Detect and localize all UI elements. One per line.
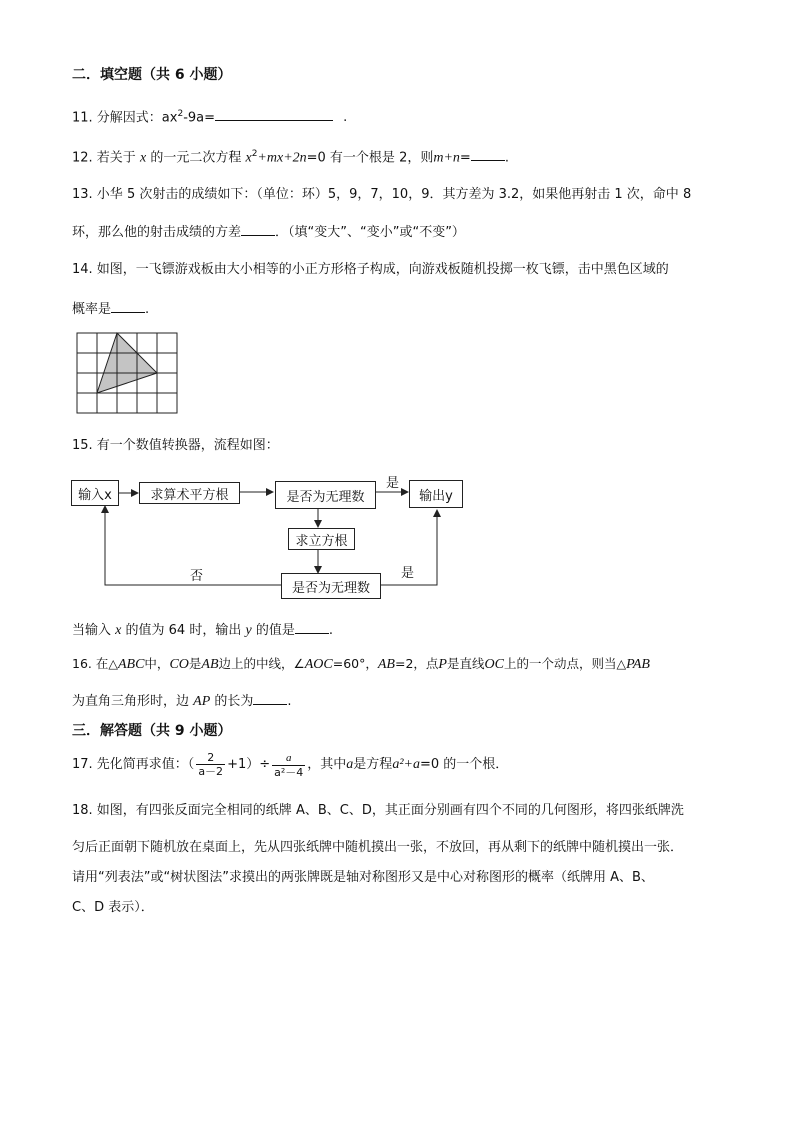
q12-text-a: 12. 若关于 <box>72 150 136 166</box>
q16-g: 是直线 <box>446 656 485 671</box>
q16-a: 16. 在△ <box>72 656 118 671</box>
q16-text-2b: 的长为 <box>214 694 254 709</box>
q16-pab: PAB <box>626 657 650 672</box>
q12-text-b: 的一元二次方程 <box>150 150 242 166</box>
flow-label-no: 否 <box>190 569 204 584</box>
q12-eq-1: x <box>245 150 252 166</box>
q16-co: CO <box>169 657 189 672</box>
fraction-1-denominator: a－2 <box>198 765 224 778</box>
q12-eq-2: +mx+2n <box>257 150 307 166</box>
q17-var-a: a <box>346 757 354 772</box>
question-13-line-1: 13. 小华 5 次射击的成绩如下：（单位：环）5，9，7，10，9．其方差为 3.2，如果他再射击 1 次，命中 8 <box>72 187 692 202</box>
answer-blank[interactable] <box>253 691 287 705</box>
question-15: 15. 有一个数值转换器，流程如图： <box>72 438 279 453</box>
q13-text-b: ．（填“变大”、“变小”或“不变”） <box>275 225 465 240</box>
fraction-1 <box>196 751 225 778</box>
q16-text-2c: . <box>287 694 292 709</box>
flow-box-square-root: 求算术平方根 <box>139 482 240 504</box>
flow-label-yes-1: 是 <box>386 476 400 491</box>
answer-blank[interactable] <box>295 620 329 634</box>
fraction-2 <box>272 751 305 779</box>
q16-e: =60°， <box>332 656 378 671</box>
flow-box-output: 输出y <box>409 480 463 508</box>
q17-equation: a²+a <box>392 757 420 772</box>
q15-var-y: y <box>245 623 252 638</box>
question-16-line-2 <box>72 691 292 711</box>
q16-p: P <box>438 657 447 672</box>
flow-box-input: 输入x <box>71 480 119 506</box>
q12-mn: m+n <box>433 150 460 166</box>
q12-end: . <box>504 150 509 166</box>
q17-text-c: ，其中 <box>307 757 347 772</box>
fraction-2-numerator: a <box>285 751 292 764</box>
q15-text-d: . <box>328 623 333 638</box>
q15-text-c: 的值是 <box>255 623 295 638</box>
q17-text-a: 17. 先化简再求值：（ <box>72 757 195 772</box>
q16-c: 是 <box>188 656 202 671</box>
q16-b: 中， <box>144 656 170 671</box>
section-2-title: 二．填空题（共 6 小题） <box>72 67 232 83</box>
q16-d: 边上的中线，∠ <box>218 656 305 671</box>
flow-box-irrational-check-2: 是否为无理数 <box>281 573 381 599</box>
flow-box-irrational-check-1: 是否为无理数 <box>275 481 376 509</box>
q12-eq-4: = <box>459 150 471 166</box>
q12-sup: 2 <box>251 149 258 159</box>
question-17 <box>72 750 508 780</box>
question-18-line-1: 18. 如图，有四张反面完全相同的纸牌 A、B、C、D，其正面分别画有四个不同的几何图形，将四张纸牌洗 <box>72 803 684 818</box>
question-18-line-3: 请用“列表法”或“树状图法”求摸出的两张牌既是轴对称图形又是中心对称图形的概率（纸牌用 A、B、 <box>72 870 654 885</box>
q14-text-b: . <box>145 302 150 317</box>
question-14-line-1: 14. 如图，一飞镖游戏板由大小相等的小正方形格子构成，向游戏板随机投掷一枚飞镖，击中黑色区域的 <box>72 262 669 277</box>
q12-var-x: x <box>139 150 147 166</box>
q17-text-d: 是方程 <box>353 757 393 772</box>
q15-text-b: 的值为 64 时，输出 <box>125 623 242 638</box>
q16-ap: AP <box>193 694 211 709</box>
q11-sup: 2 <box>177 109 184 119</box>
q16-ab2: AB <box>377 657 395 672</box>
flow-label-yes-2: 是 <box>401 566 415 581</box>
q16-aoc: AOC <box>304 657 333 672</box>
q15-text-a: 当输入 <box>72 623 112 638</box>
q12-eq-3: =0 有一个根是 2，则 <box>306 150 434 166</box>
question-18-line-2: 匀后正面朝下随机放在桌面上，先从四张纸牌中随机摸出一张，不放回，再从剩下的纸牌中随机摸出一张． <box>72 840 684 855</box>
q16-oc: OC <box>484 657 504 672</box>
q15-var-x: x <box>115 623 122 638</box>
q17-text-b: +1）÷ <box>227 757 271 772</box>
question-15-answer <box>72 620 333 640</box>
fraction-1-numerator: 2 <box>196 751 225 765</box>
q17-text-e: =0 的一个根． <box>419 757 509 772</box>
q11-end: . <box>343 110 348 126</box>
q11-text: 11. 分解因式：ax <box>72 110 178 126</box>
q11-suffix: -9a= <box>183 110 216 126</box>
q14-text-a: 概率是 <box>72 302 112 317</box>
q16-f: =2，点 <box>394 656 439 671</box>
flow-box-cube-root: 求立方根 <box>288 528 355 550</box>
q16-ab: AB <box>201 657 219 672</box>
section-3-title: 三．解答题（共 9 小题） <box>72 723 232 739</box>
question-18-line-4: C、D 表示）． <box>72 900 154 915</box>
q16-h: 上的一个动点，则当△ <box>503 656 627 671</box>
q16-text-2a: 为直角三角形时，边 <box>72 694 190 709</box>
question-16-line-1 <box>72 655 650 674</box>
q16-abc: ABC <box>117 657 145 672</box>
fraction-2-denominator: a²－4 <box>274 765 304 779</box>
q13-text-a: 环，那么他的射击成绩的方差 <box>72 225 242 240</box>
